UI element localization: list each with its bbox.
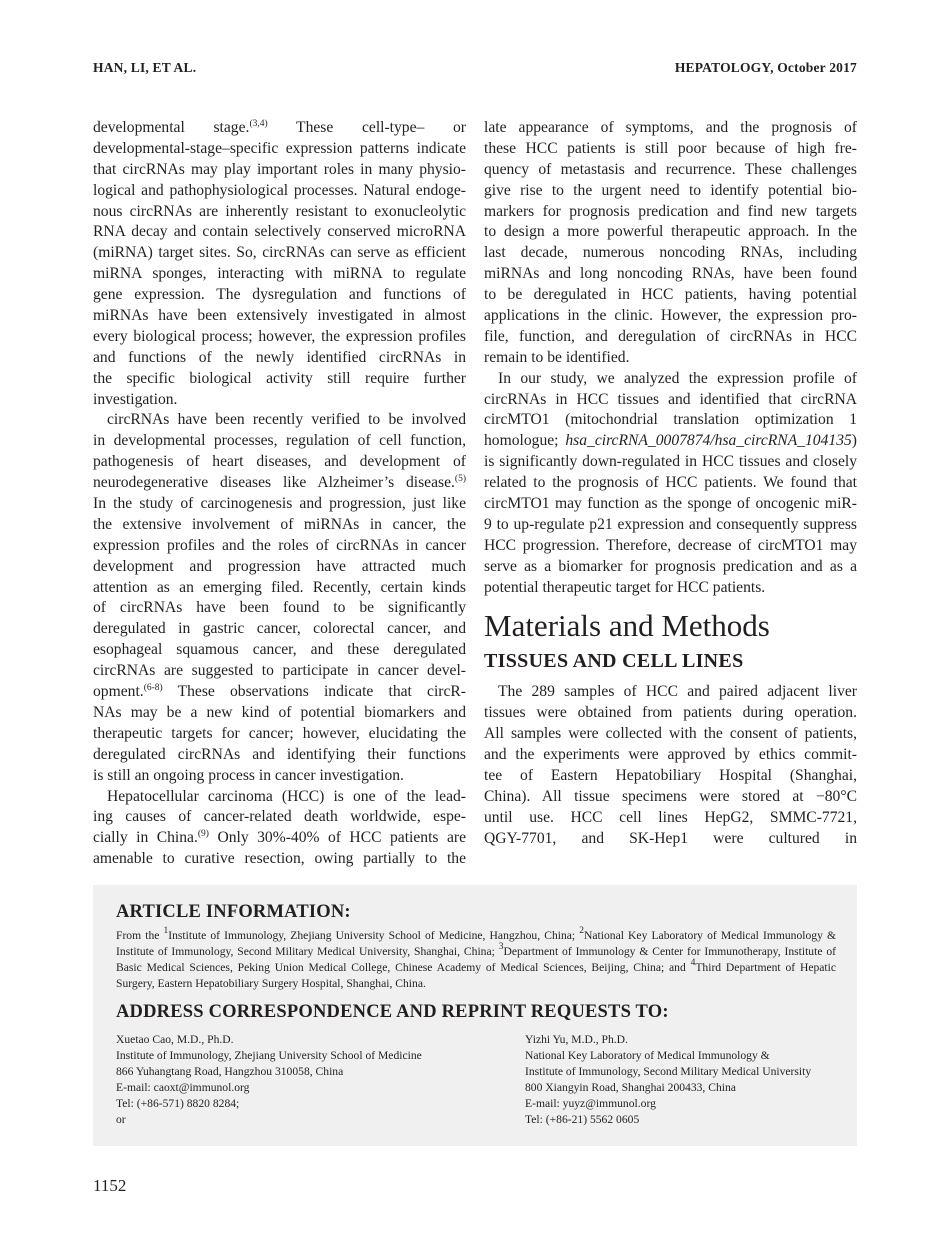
text-line: circRNAs are suggested to participate in cancer devel-: [93, 662, 466, 680]
address-line: Institute of Immunology, Zhejiang University School of Medicine: [116, 1049, 422, 1062]
citation-superscript: 2: [579, 926, 585, 936]
correspondence-title: ADDRESS CORRESPONDENCE AND REPRINT REQUESTS TO:: [116, 1002, 669, 1022]
text-line: miRNA sponges, interacting with miRNA to regulate: [93, 265, 466, 283]
text-line: miRNAs have been extensively investigated in almost: [93, 307, 466, 325]
text-line: late appearance of symptoms, and the prognosis of: [484, 119, 857, 136]
text-line: NAs may be a new kind of potential biomarkers and: [93, 703, 466, 721]
text-line: deregulated circRNAs and identifying their functions: [93, 745, 466, 763]
running-head-journal: HEPATOLOGY, October 2017: [674, 60, 857, 75]
address-line: Yizhi Yu, M.D., Ph.D.: [525, 1033, 628, 1046]
text-run: developmental stage.: [93, 119, 250, 136]
text-line: China). All tissue specimens were stored at −80°C: [484, 787, 857, 805]
citation-superscript: 1: [163, 926, 169, 936]
address-line: National Key Laboratory of Medical Immunology &: [525, 1049, 770, 1062]
text-line: serve as a biomarker for prognosis predication and as a: [484, 557, 857, 575]
text-line: these HCC patients is still poor because of high fre-: [484, 139, 857, 157]
text-line: [484, 431, 857, 452]
text-line: tissues were obtained from patients during operation.: [484, 704, 857, 722]
address-line: E-mail: yuyz@immunol.org: [525, 1097, 656, 1110]
left-column: [93, 118, 466, 870]
text-line: attention as an emerging filed. Recently, certain kinds: [93, 578, 466, 596]
address-line: E-mail: caoxt@immunol.org: [116, 1081, 250, 1094]
text-run: neurodegenerative diseases like Alzheimer’s disease.: [93, 474, 455, 492]
text-line: is significantly down-regulated in HCC tissues and closely: [484, 453, 857, 471]
text-line: until use. HCC cell lines HepG2, SMMC-7721,: [484, 808, 857, 826]
text-run: Institute of Immunology, Zhejiang University School of Medicine, Hangzhou, China;: [168, 929, 580, 942]
text-line: therapeutic targets for cancer; however, elucidating the: [93, 724, 466, 742]
text-line: tee of Eastern Hepatobiliary Hospital (Shanghai,: [484, 767, 857, 785]
text-line: [93, 682, 466, 703]
text-line: logical and pathophysiological processes. Natural endoge-: [93, 181, 466, 199]
text-run: opment.: [93, 683, 144, 701]
text-line: in developmental processes, regulation of cell function,: [93, 432, 466, 450]
text-run: Department of Immunology & Center for Immunotherapy, Institute of Basic Medical Sciences, Peking Union Medical College, Chinese Academy of Medical Sciences, Beijing, China; and: [116, 945, 836, 974]
text-line: Hepatocellular carcinoma (HCC) is one of the lead-: [107, 787, 466, 805]
text-run: Third Department of Hepatic Surgery, Eastern Hepatobiliary Surgery Hospital, Shanghai, China.: [116, 961, 836, 990]
citation-superscript: (9): [197, 829, 209, 840]
text-line: nous circRNAs are inherently resistant to exonucleolytic: [93, 202, 466, 220]
citation-superscript: 4: [690, 958, 696, 968]
text-run: These cell-type– or: [267, 119, 467, 136]
text-line: that circRNAs may play important roles in many physio-: [93, 160, 466, 178]
text-line: In our study, we analyzed the expression profile of: [498, 369, 857, 387]
text-line: circRNAs have been recently verified to be involved: [107, 411, 466, 429]
text-line: esophageal squamous cancer, and these deregulated: [93, 641, 466, 659]
address-line: Tel: (+86-21) 5562 0605: [525, 1113, 640, 1126]
section-heading: Materials and Methods: [484, 608, 770, 644]
address-line: Institute of Immunology, Second Military Medical University: [525, 1065, 812, 1078]
text-line: is still an ongoing process in cancer investigation.: [93, 766, 404, 784]
text-line: expression profiles and the roles of circRNAs in cancer: [93, 536, 466, 554]
text-line: applications in the clinic. However, the expression pro-: [484, 307, 857, 325]
text-line: circMTO1 may function as the sponge of oncogenic miR-: [484, 495, 857, 513]
running-head-authors: HAN, LI, ET AL.: [93, 60, 197, 75]
article-information-box: [93, 885, 857, 1146]
text-line: The 289 samples of HCC and paired adjacent liver: [498, 683, 857, 701]
address-line: Xuetao Cao, M.D., Ph.D.: [116, 1033, 234, 1046]
citation-superscript: (6-8): [143, 683, 163, 694]
text-line: of circRNAs have been found to be significantly: [93, 599, 466, 617]
text-line: give rise to the urgent need to identify potential bio-: [484, 181, 857, 199]
text-line: miRNAs and long noncoding RNAs, have been found: [484, 265, 857, 283]
text-line: 9 to up-regulate p21 expression and consequently suppress: [484, 515, 857, 533]
text-run: These observations indicate that circR-: [162, 683, 466, 701]
text-line: remain to be identified.: [484, 348, 630, 366]
text-line: (miRNA) target sites. So, circRNAs can serve as efficient: [93, 244, 466, 262]
affiliations: [116, 928, 836, 992]
text-line: and the experiments were approved by ethics commit-: [484, 746, 857, 764]
text-line: In the study of carcinogenesis and progression, just like: [93, 495, 466, 513]
text-run: National Key Laboratory of Medical Immunology & Institute of Immunology, Second Military Medical University, Shanghai, China;: [116, 929, 836, 958]
text-run: homologue;: [484, 432, 566, 450]
text-line: amenable to curative resection, owing partially to the: [93, 850, 466, 868]
text-line: [93, 828, 466, 849]
methods-text: [484, 682, 857, 849]
text-line: file, function, and deregulation of circRNAs in HCC: [484, 327, 857, 345]
text-line: development and progression have attracted much: [93, 557, 466, 575]
text-line: All samples were collected with the consent of patients,: [484, 725, 857, 743]
address-left: [116, 1032, 422, 1128]
text-line: investigation.: [93, 390, 178, 408]
right-column: [484, 118, 857, 850]
address-line: 800 Xiangyin Road, Shanghai 200433, China: [525, 1081, 736, 1094]
citation-superscript: 3: [498, 942, 504, 952]
address-line: 866 Yuhangtang Road, Hangzhou 310058, China: [116, 1065, 344, 1078]
text-line: potential therapeutic target for HCC patients.: [484, 578, 766, 596]
page-number: 1152: [93, 1176, 127, 1195]
citation-superscript: (5): [454, 474, 466, 485]
address-line: Tel: (+86-571) 8820 8284;: [116, 1097, 240, 1110]
text-line: to be deregulated in HCC patients, having potential: [484, 286, 857, 304]
article-info-title: ARTICLE INFORMATION:: [116, 902, 351, 922]
text-line: and functions of the newly identified circRNAs in: [93, 348, 466, 366]
text-line: the extensive involvement of miRNAs in cancer, the: [93, 515, 466, 533]
text-line: RNA decay and contain selectively conserved microRNA: [93, 223, 466, 241]
address-right: [525, 1032, 811, 1128]
text-line: to design a more powerful therapeutic approach. In the: [484, 223, 857, 241]
text-line: ing causes of cancer-related death worldwide, espe-: [93, 808, 466, 826]
text-run: cially in China.: [93, 829, 198, 847]
text-line: [93, 118, 466, 139]
right-column-text: [484, 118, 857, 598]
text-line: last decade, numerous noncoding RNAs, including: [484, 244, 857, 262]
text-run: ): [851, 432, 857, 450]
address-line: or: [116, 1113, 126, 1126]
text-line: circMTO1 (mitochondrial translation optimization 1: [484, 411, 857, 429]
text-line: the specific biological activity still require further: [93, 369, 466, 387]
text-line: HCC progression. Therefore, decrease of circMTO1 may: [484, 536, 857, 554]
text-line: related to the prognosis of HCC patients. We found that: [484, 474, 857, 492]
text-line: developmental-stage–specific expression patterns indicate: [93, 139, 466, 157]
text-line: deregulated in gastric cancer, colorectal cancer, and: [93, 620, 466, 638]
text-line: every biological process; however, the expression profiles: [93, 327, 466, 345]
text-line: pathogenesis of heart diseases, and development of: [93, 453, 466, 471]
text-line: circRNAs in HCC tissues and identified that circRNA: [484, 390, 857, 408]
text-run: Only 30%-40% of HCC patients are: [208, 829, 467, 847]
text-line: [93, 473, 466, 494]
subsection-heading: TISSUES AND CELL LINES: [484, 650, 744, 673]
citation-superscript: (3,4): [249, 119, 268, 129]
text-line: markers for prognosis predication and find new targets: [484, 202, 857, 220]
text-line: gene expression. The dysregulation and functions of: [93, 286, 466, 304]
text-line: QGY-7701, and SK-Hep1 were cultured in: [484, 829, 857, 847]
text-run: From the: [116, 929, 164, 942]
italic-text: hsa_circRNA_0007874/hsa_circRNA_104135: [565, 432, 852, 450]
text-line: quency of metastasis and recurrence. These challenges: [484, 160, 857, 178]
